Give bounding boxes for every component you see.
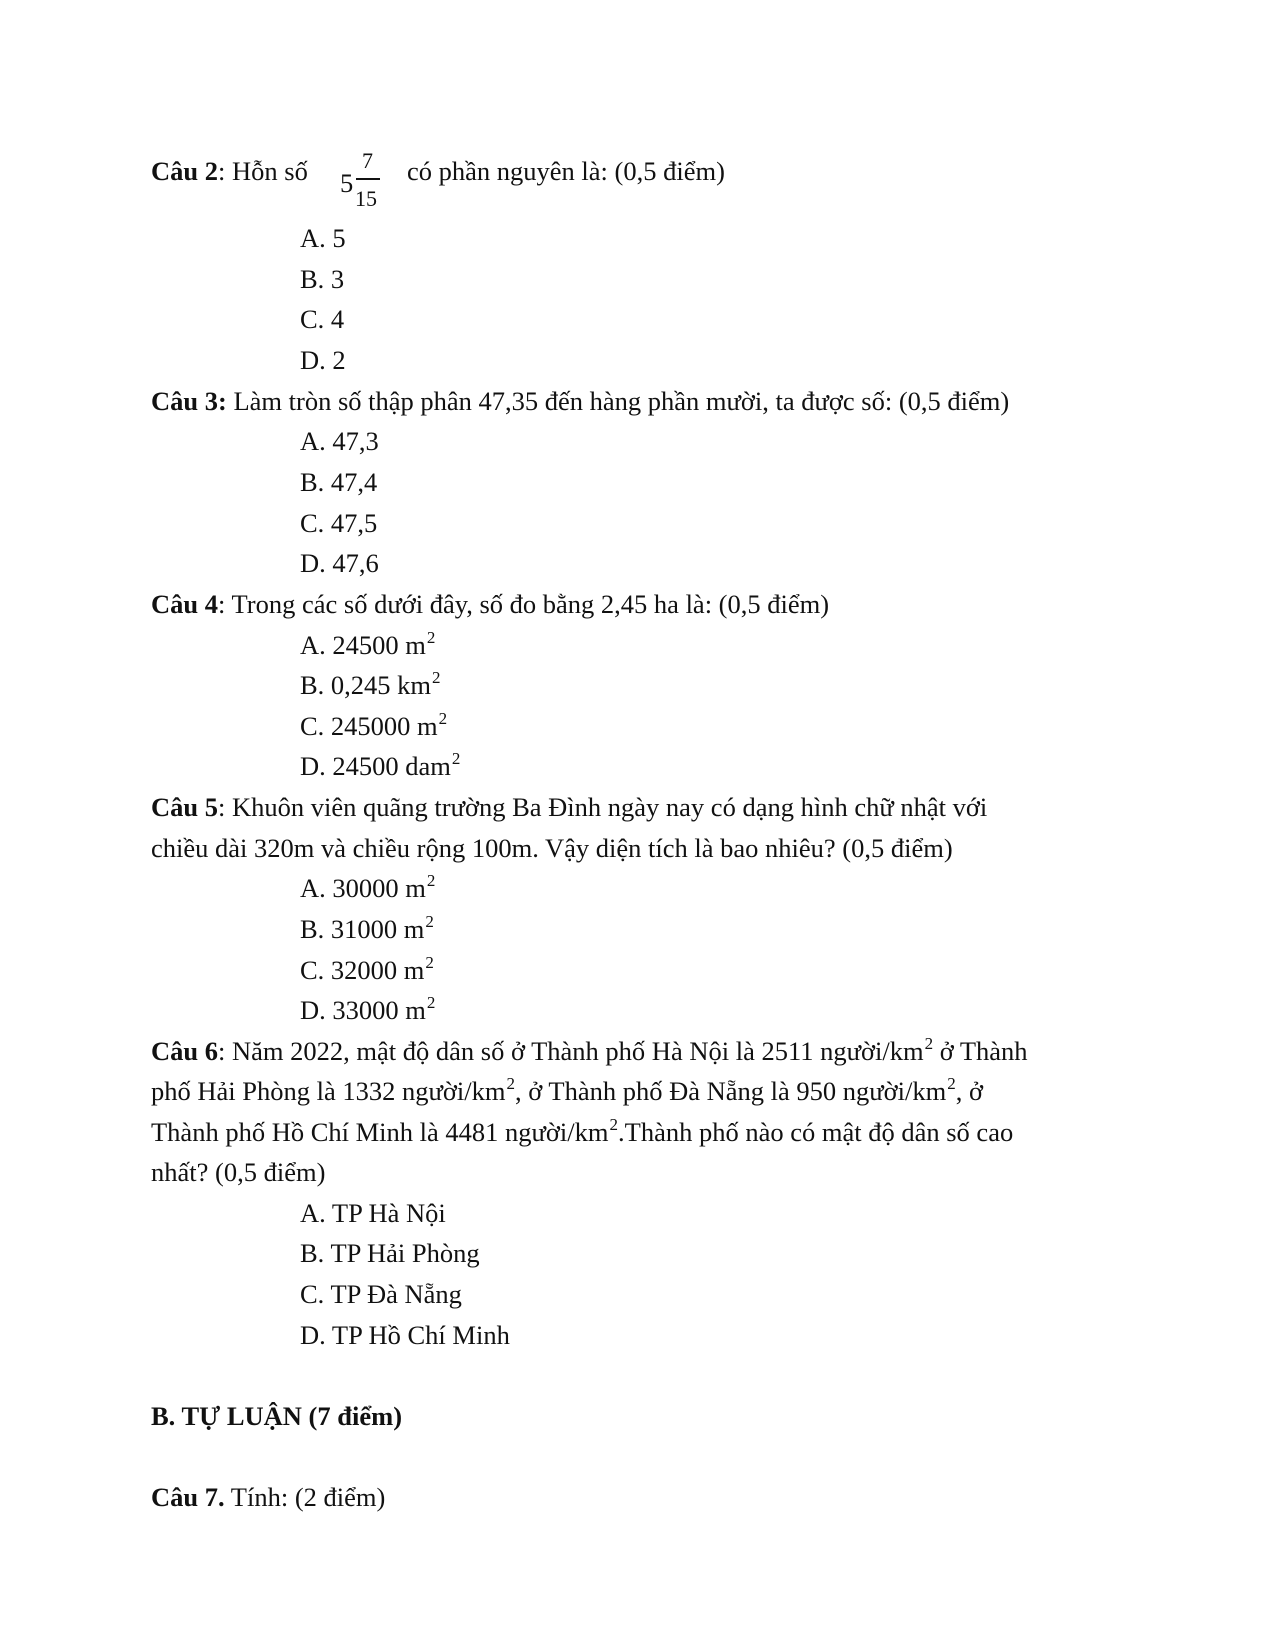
q3-option-b: B. 47,4 (300, 467, 378, 497)
question-3-line (151, 388, 1009, 415)
q5-option-a (300, 871, 436, 903)
q5-option-b (300, 912, 434, 944)
q3-option-c: C. 47,5 (300, 508, 378, 538)
question-6-text: ở Thành (933, 1036, 1028, 1066)
question-7-text: Tính: (2 điểm) (224, 1482, 386, 1512)
q2-option-c: C. 4 (300, 304, 345, 334)
superscript: 2 (426, 628, 436, 647)
q6-option-d: D. TP Hồ Chí Minh (300, 1320, 510, 1350)
question-5-label: Câu 5 (151, 792, 219, 822)
q5-option-a-text: A. 30000 m (300, 873, 426, 903)
q4-option-a (300, 628, 436, 660)
q4-option-d-text: D. 24500 dam (300, 751, 451, 781)
superscript: 2 (425, 953, 434, 972)
question-6-text: Thành phố Hồ Chí Minh là 4481 người/km (151, 1117, 609, 1147)
q5-option-d-text: D. 33000 m (300, 995, 426, 1025)
question-6-line-3 (151, 1115, 1014, 1147)
question-6-line-4: nhất? (0,5 điểm) (151, 1157, 326, 1187)
q5-option-d (300, 993, 436, 1025)
question-6-text: , ở Thành phố Đà Nẵng là 950 người/km (514, 1076, 947, 1106)
q6-option-b: B. TP Hải Phòng (300, 1238, 480, 1268)
superscript: 2 (432, 668, 441, 687)
q2-option-a: A. 5 (300, 223, 346, 253)
fraction-bar (356, 178, 380, 180)
superscript: 2 (426, 871, 436, 890)
mixed-whole: 5 (340, 168, 354, 198)
q6-option-c: C. TP Đà Nẵng (300, 1279, 462, 1309)
q3-option-a: A. 47,3 (300, 426, 379, 456)
q5-option-c (300, 953, 434, 985)
question-3-label: Câu 3: (151, 386, 227, 416)
question-6-line (151, 1034, 1028, 1066)
section-b-title: B. TỰ LUẬN (7 điểm) (151, 1401, 403, 1431)
question-2-text-after: có phần nguyên là: (0,5 điểm) (407, 156, 725, 186)
q5-option-c-text: C. 32000 m (300, 955, 425, 985)
q2-option-b: B. 3 (300, 264, 345, 294)
mixed-number (340, 150, 382, 210)
question-6-text: .Thành phố nào có mật độ dân số cao (618, 1117, 1014, 1147)
superscript: 2 (426, 993, 436, 1012)
q4-option-c (300, 709, 448, 741)
superscript: 2 (506, 1074, 515, 1093)
superscript: 2 (924, 1034, 934, 1053)
q4-option-a-text: A. 24500 m (300, 630, 426, 660)
question-4-line (151, 591, 829, 618)
q4-option-c-text: C. 245000 m (300, 711, 438, 741)
question-2-text: : Hỗn số (218, 156, 308, 186)
superscript: 2 (609, 1115, 619, 1134)
q5-option-b-text: B. 31000 m (300, 914, 425, 944)
q4-option-d (300, 749, 461, 781)
question-6-text: , ở (955, 1076, 983, 1106)
question-6-text: phố Hải Phòng là 1332 người/km (151, 1076, 506, 1106)
question-7-label: Câu 7. (151, 1482, 225, 1512)
question-5-line (151, 794, 987, 821)
question-5-text: : Khuôn viên quãng trường Ba Đình ngày nay có dạng hình chữ nhật với (218, 792, 988, 822)
mixed-numerator: 7 (362, 148, 373, 173)
q2-option-d: D. 2 (300, 345, 346, 375)
q4-option-b-text: B. 0,245 km (300, 670, 432, 700)
q6-option-a: A. TP Hà Nội (300, 1198, 446, 1228)
superscript: 2 (425, 912, 434, 931)
question-6-label: Câu 6 (151, 1036, 219, 1066)
question-4-text: : Trong các số dưới đây, số đo bằng 2,45 ha là: (0,5 điểm) (218, 589, 830, 619)
superscript: 2 (438, 709, 448, 728)
q3-option-d: D. 47,6 (300, 548, 379, 578)
question-3-text: Làm tròn số thập phân 47,35 đến hàng phần mười, ta được số: (0,5 điểm) (226, 386, 1010, 416)
question-4-label: Câu 4 (151, 589, 219, 619)
question-2-label: Câu 2 (151, 156, 219, 186)
section-b-heading (151, 1403, 402, 1430)
question-6-text: : Năm 2022, mật độ dân số ở Thành phố Hà Nội là 2511 người/km (218, 1036, 924, 1066)
question-2-line (151, 158, 308, 185)
q4-option-b (300, 668, 441, 700)
superscript: 2 (947, 1074, 956, 1093)
question-6-line-2 (151, 1074, 983, 1106)
question-5-line-2: chiều dài 320m và chiều rộng 100m. Vậy diện tích là bao nhiêu? (0,5 điểm) (151, 833, 953, 863)
mixed-denominator: 15 (355, 186, 377, 211)
superscript: 2 (451, 749, 461, 768)
question-7-line (151, 1484, 385, 1511)
